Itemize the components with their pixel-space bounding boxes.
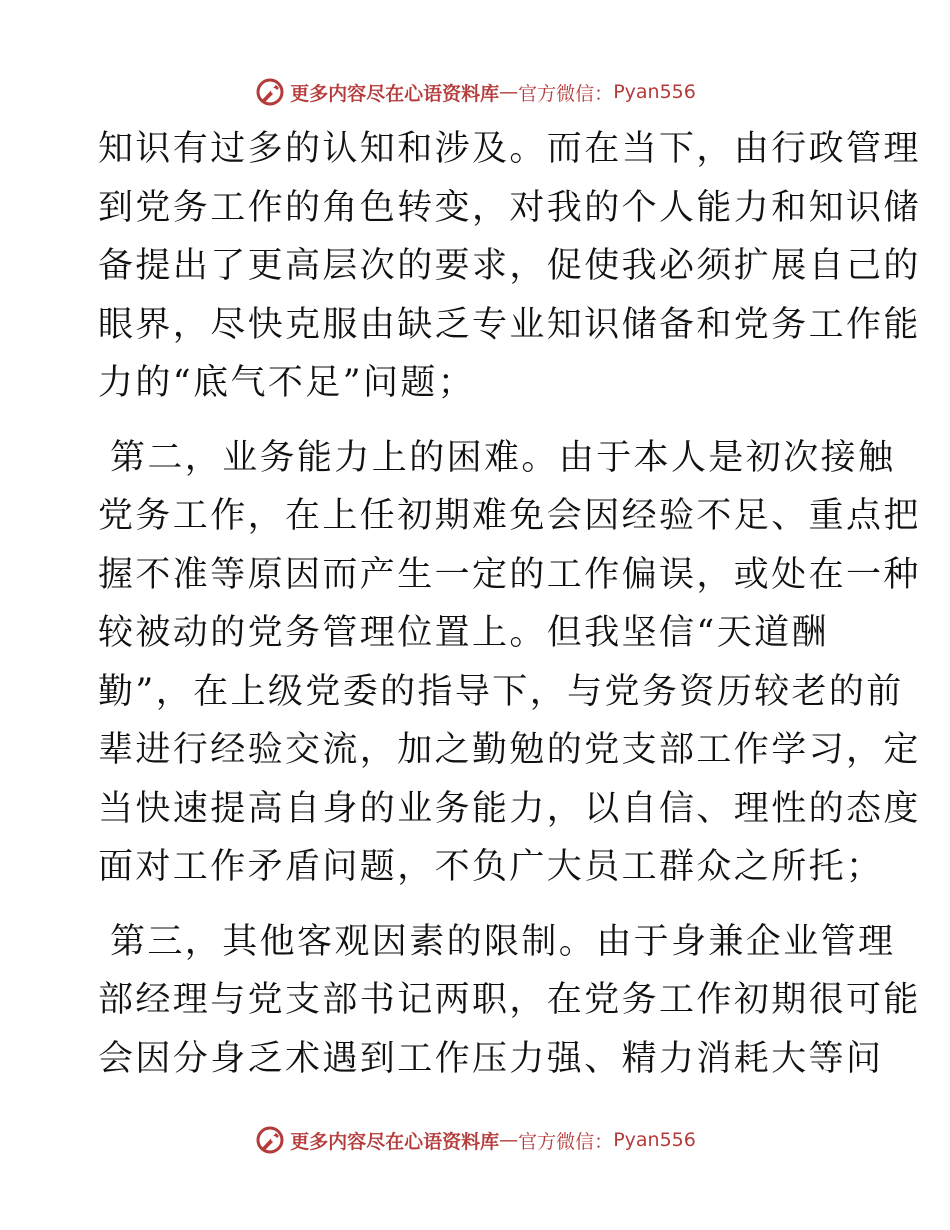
text-line: 勤”，在上级党委的指导下，与党务资历较老的前 <box>98 671 904 712</box>
text-line: 第三，其他客观因素的限制。由于身兼企业管理 <box>110 921 896 962</box>
text-line: 较被动的党务管理位置上。但我坚信“天道酬 <box>98 613 829 653</box>
banner-separator: — <box>499 81 519 103</box>
text-line: 当快速提高自身的业务能力，以自信、理性的态度 <box>98 788 921 829</box>
paragraph-2 <box>98 429 921 897</box>
text-line: 到党务工作的角色转变，对我的个人能力和知识储 <box>98 187 921 228</box>
banner-contact-label: 官方微信： <box>518 82 614 105</box>
text-line: 眼界，尽快克服由缺乏专业知识储备和党务工作能 <box>98 304 921 345</box>
text-line: 知识有过多的认知和涉及。而在当下，由行政管理 <box>98 129 921 169</box>
brush-logo-icon <box>254 1124 286 1156</box>
banner-site-text: 更多内容尽在心语资料库 <box>290 82 500 105</box>
banner-contact-id: Pyan556 <box>613 1129 696 1151</box>
brush-logo-icon <box>254 76 286 108</box>
banner-site-text: 更多内容尽在心语资料库 <box>290 1130 500 1153</box>
banner-contact-label: 官方微信： <box>518 1130 614 1153</box>
footer-banner <box>0 1120 950 1160</box>
text-line: 会因分身乏术遇到工作压力强、精力消耗大等问 <box>98 1038 884 1079</box>
text-line: 力的“底气不足”问题； <box>98 363 476 403</box>
text-line: 面对工作矛盾问题，不负广大员工群众之所托； <box>98 847 884 887</box>
text-line: 部经理与党支部书记两职，在党务工作初期很可能 <box>98 980 921 1020</box>
banner-separator: — <box>499 1129 519 1151</box>
text-line: 握不准等原因而产生一定的工作偏误，或处在一种 <box>98 554 921 595</box>
text-line: 辈进行经验交流，加之勤勉的党支部工作学习，定 <box>98 730 921 770</box>
paragraph-1 <box>98 120 921 413</box>
text-line: 第二，业务能力上的困难。由于本人是初次接触 <box>110 437 896 478</box>
text-line: 党务工作，在上任初期难免会因经验不足、重点把 <box>98 496 921 536</box>
header-banner <box>0 72 950 112</box>
banner-contact-id: Pyan556 <box>613 81 696 103</box>
text-line: 备提出了更高层次的要求，促使我必须扩展自己的 <box>98 246 921 286</box>
paragraph-3 <box>98 913 921 1089</box>
document-body <box>98 120 921 1088</box>
